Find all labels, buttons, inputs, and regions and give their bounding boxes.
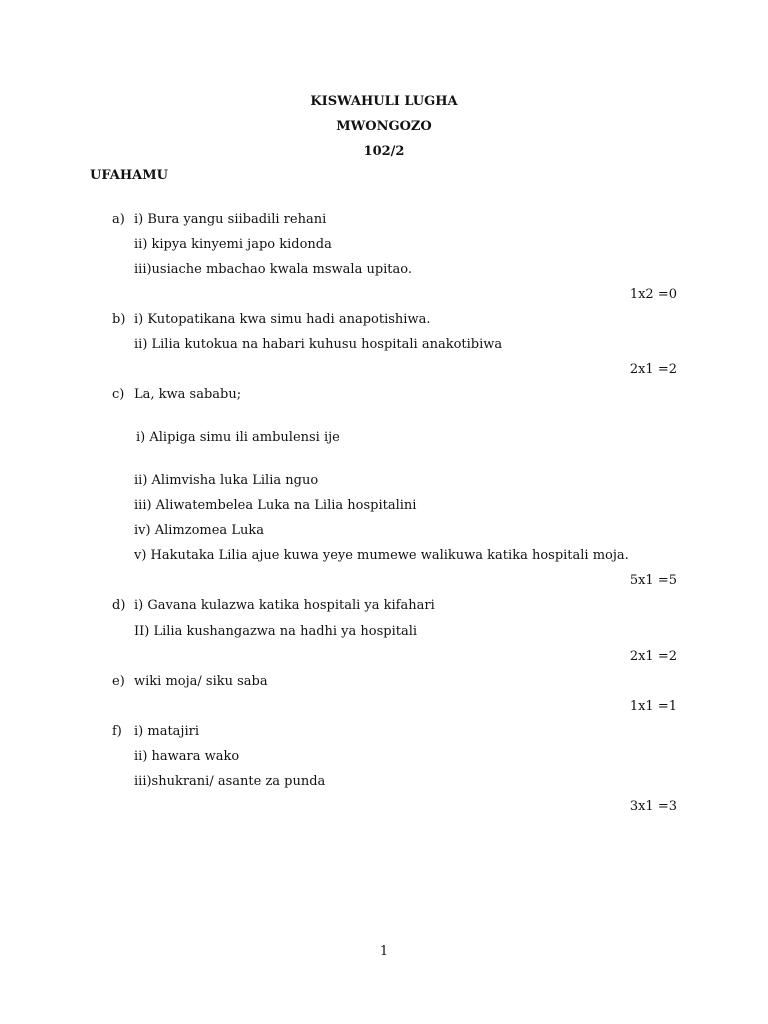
answer-line: i) Gavana kulazwa katika hospitali ya kifahari <box>134 598 435 613</box>
answer-line: iii)shukrani/ asante za punda <box>134 774 326 789</box>
question-marker-c: c) <box>112 387 125 402</box>
question-marker-f: f) <box>112 724 122 739</box>
score-e: 1x1 =1 <box>629 699 677 714</box>
answer-line: ii) kipya kinyemi japo kidonda <box>134 237 332 252</box>
document-title: KISWAHULI LUGHA <box>310 94 458 109</box>
answer-line: iii) Aliwatembelea Luka na Lilia hospitalini <box>134 498 417 513</box>
answer-line: ii) Alimvisha luka Lilia nguo <box>134 473 319 488</box>
paper-code: 102/2 <box>363 144 405 159</box>
question-marker-d: d) <box>112 598 126 613</box>
score-d: 2x1 =2 <box>629 649 677 664</box>
answer-line: ii) hawara wako <box>134 749 240 764</box>
document-subtitle: MWONGOZO <box>336 119 432 134</box>
answer-line: i) Kutopatikana kwa simu hadi anapotishiwa. <box>134 312 431 327</box>
score-c: 5x1 =5 <box>629 573 677 588</box>
answer-line: wiki moja/ siku saba <box>134 674 268 689</box>
answer-line: i) Bura yangu siibadili rehani <box>134 212 327 227</box>
answer-line: ii) Lilia kutokua na habari kuhusu hospitali anakotibiwa <box>134 337 503 352</box>
answer-line: II) Lilia kushangazwa na hadhi ya hospitali <box>134 624 418 639</box>
score-f: 3x1 =3 <box>629 799 677 814</box>
page-number: 1 <box>379 944 389 959</box>
score-a: 1x2 =0 <box>629 287 677 302</box>
question-marker-e: e) <box>112 674 125 689</box>
answer-line: i) matajiri <box>134 724 199 739</box>
answer-line: La, kwa sababu; <box>134 387 242 402</box>
answer-line: iv) Alimzomea Luka <box>134 523 264 538</box>
answer-line: iii)usiache mbachao kwala mswala upitao. <box>134 262 413 277</box>
section-title: UFAHAMU <box>90 168 168 183</box>
answer-line: v) Hakutaka Lilia ajue kuwa yeye mumewe walikuwa katika hospitali moja. <box>134 548 629 563</box>
score-b: 2x1 =2 <box>629 362 677 377</box>
answer-line: i) Alipiga simu ili ambulensi ije <box>136 430 340 445</box>
question-marker-b: b) <box>112 312 126 327</box>
question-marker-a: a) <box>112 212 125 227</box>
